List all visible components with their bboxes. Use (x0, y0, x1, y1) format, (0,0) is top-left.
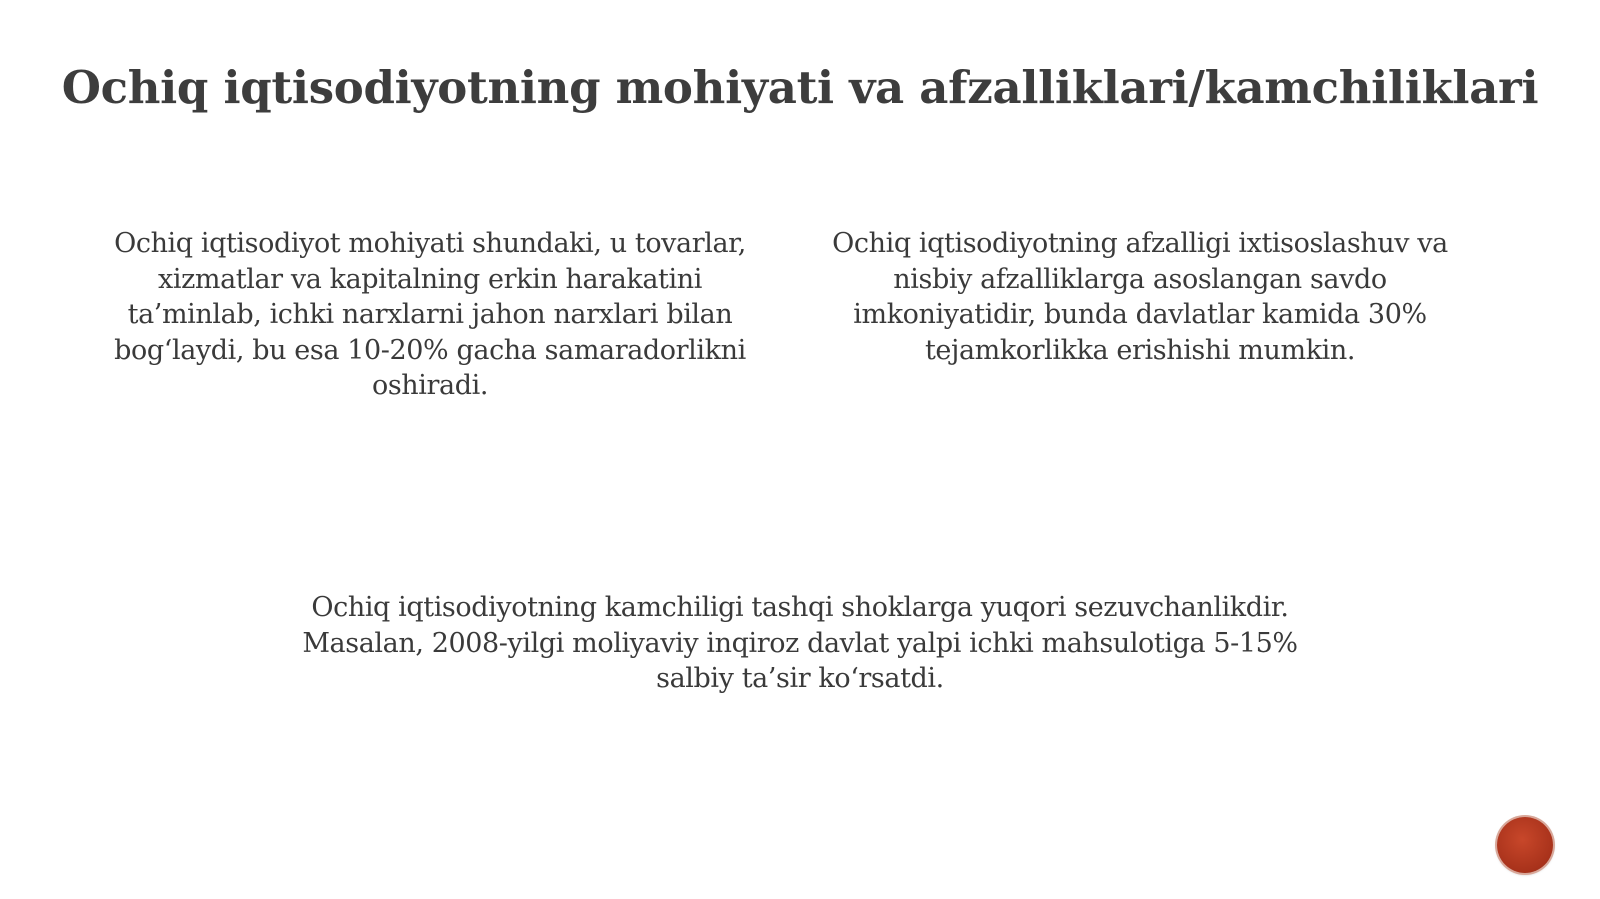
advantage-paragraph: Ochiq iqtisodiyotning afzalligi ixtisoslashuv va nisbiy afzalliklarga asoslangan savdo imkoniyatidir, bunda davlatlar kamida 30% tejamkorlikka erishishi mumkin. (832, 228, 1448, 366)
slide-title: Ochiq iqtisodiyotning mohiyati va afzalliklari/kamchiliklari (61, 61, 1539, 114)
essence-paragraph: Ochiq iqtisodiyot mohiyati shundaki, u tovarlar, xizmatlar va kapitalning erkin harakatini ta’minlab, ichki narxlarni jahon narxlari bilan bog‘laydi, bu esa 10-20% gacha samaradorlikni oshiradi. (114, 228, 746, 401)
disadvantage-paragraph: Ochiq iqtisodiyotning kamchiligi tashqi shoklarga yuqori sezuvchanlikdir. Masalan, 2008-yilgi moliyaviy inqiroz davlat yalpi ichki mahsulotiga 5-15% salbiy ta’sir ko‘rsatdi. (302, 592, 1298, 694)
slide-nav-button[interactable] (1497, 817, 1553, 873)
